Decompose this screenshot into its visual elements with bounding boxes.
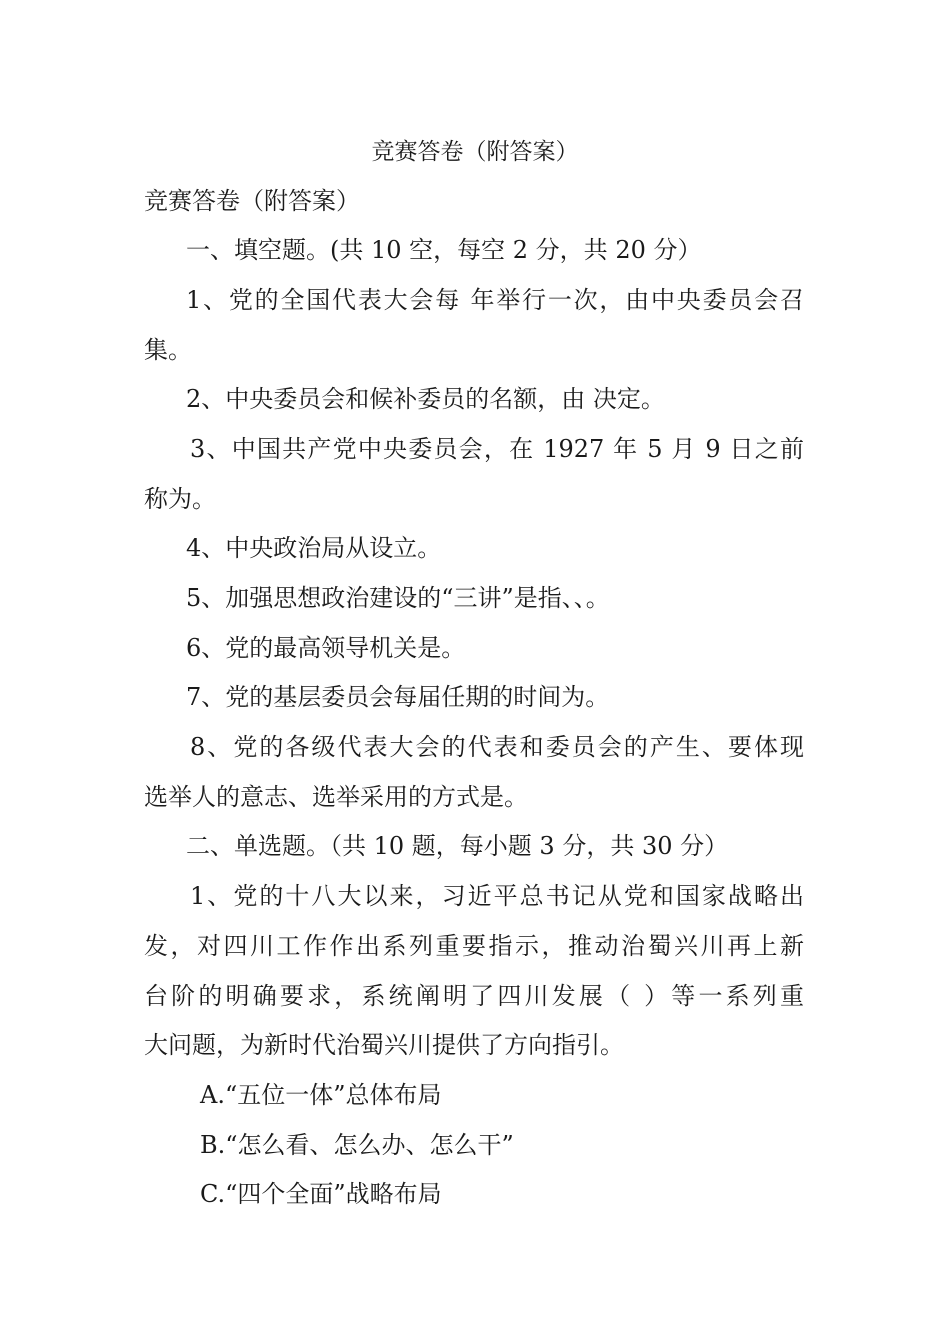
question-line: 4、中央政治局从设立。 <box>186 534 442 562</box>
section-heading-single-choice: 二、单选题。（共 10 题，每小题 3 分，共 30 分） <box>186 832 729 860</box>
subtitle-line: 竞赛答卷（附答案） <box>144 187 360 215</box>
question-line: 8、党的各级代表大会的代表和委员会的产生、要体现 <box>190 733 804 761</box>
question-line: 2、中央委员会和候补委员的名额，由 决定。 <box>186 385 665 413</box>
document-title: 竞赛答卷（附答案） <box>371 139 579 165</box>
option-b: B.“怎么看、怎么办、怎么干” <box>200 1131 514 1159</box>
question-line: 称为。 <box>144 485 216 513</box>
question-line: 1、党的十八大以来，习近平总书记从党和国家战略出 <box>190 882 804 910</box>
question-line: 台阶的明确要求，系统阐明了四川发展（ ）等一系列重 <box>144 982 804 1010</box>
question-line: 大问题，为新时代治蜀兴川提供了方向指引。 <box>144 1031 624 1059</box>
question-line: 6、党的最高领导机关是。 <box>186 634 466 662</box>
question-line: 发，对四川工作作出系列重要指示，推动治蜀兴川再上新 <box>144 932 804 960</box>
question-line: 7、党的基层委员会每届任期的时间为。 <box>186 683 610 711</box>
question-line: 选举人的意志、选举采用的方式是。 <box>144 783 528 811</box>
question-line: 1、党的全国代表大会每 年举行一次，由中央委员会召 <box>186 286 804 314</box>
option-c: C.“四个全面”战略布局 <box>200 1180 442 1208</box>
question-line: 集。 <box>144 336 192 364</box>
option-a: A.“五位一体”总体布局 <box>200 1081 442 1109</box>
section-heading-fill-blank: 一、填空题。(共 10 空，每空 2 分，共 20 分） <box>186 236 702 264</box>
question-line: 5、加强思想政治建设的“三讲”是指、、。 <box>186 584 610 612</box>
question-line: 3、中国共产党中央委员会，在 1927 年 5 月 9 日之前 <box>190 435 804 463</box>
